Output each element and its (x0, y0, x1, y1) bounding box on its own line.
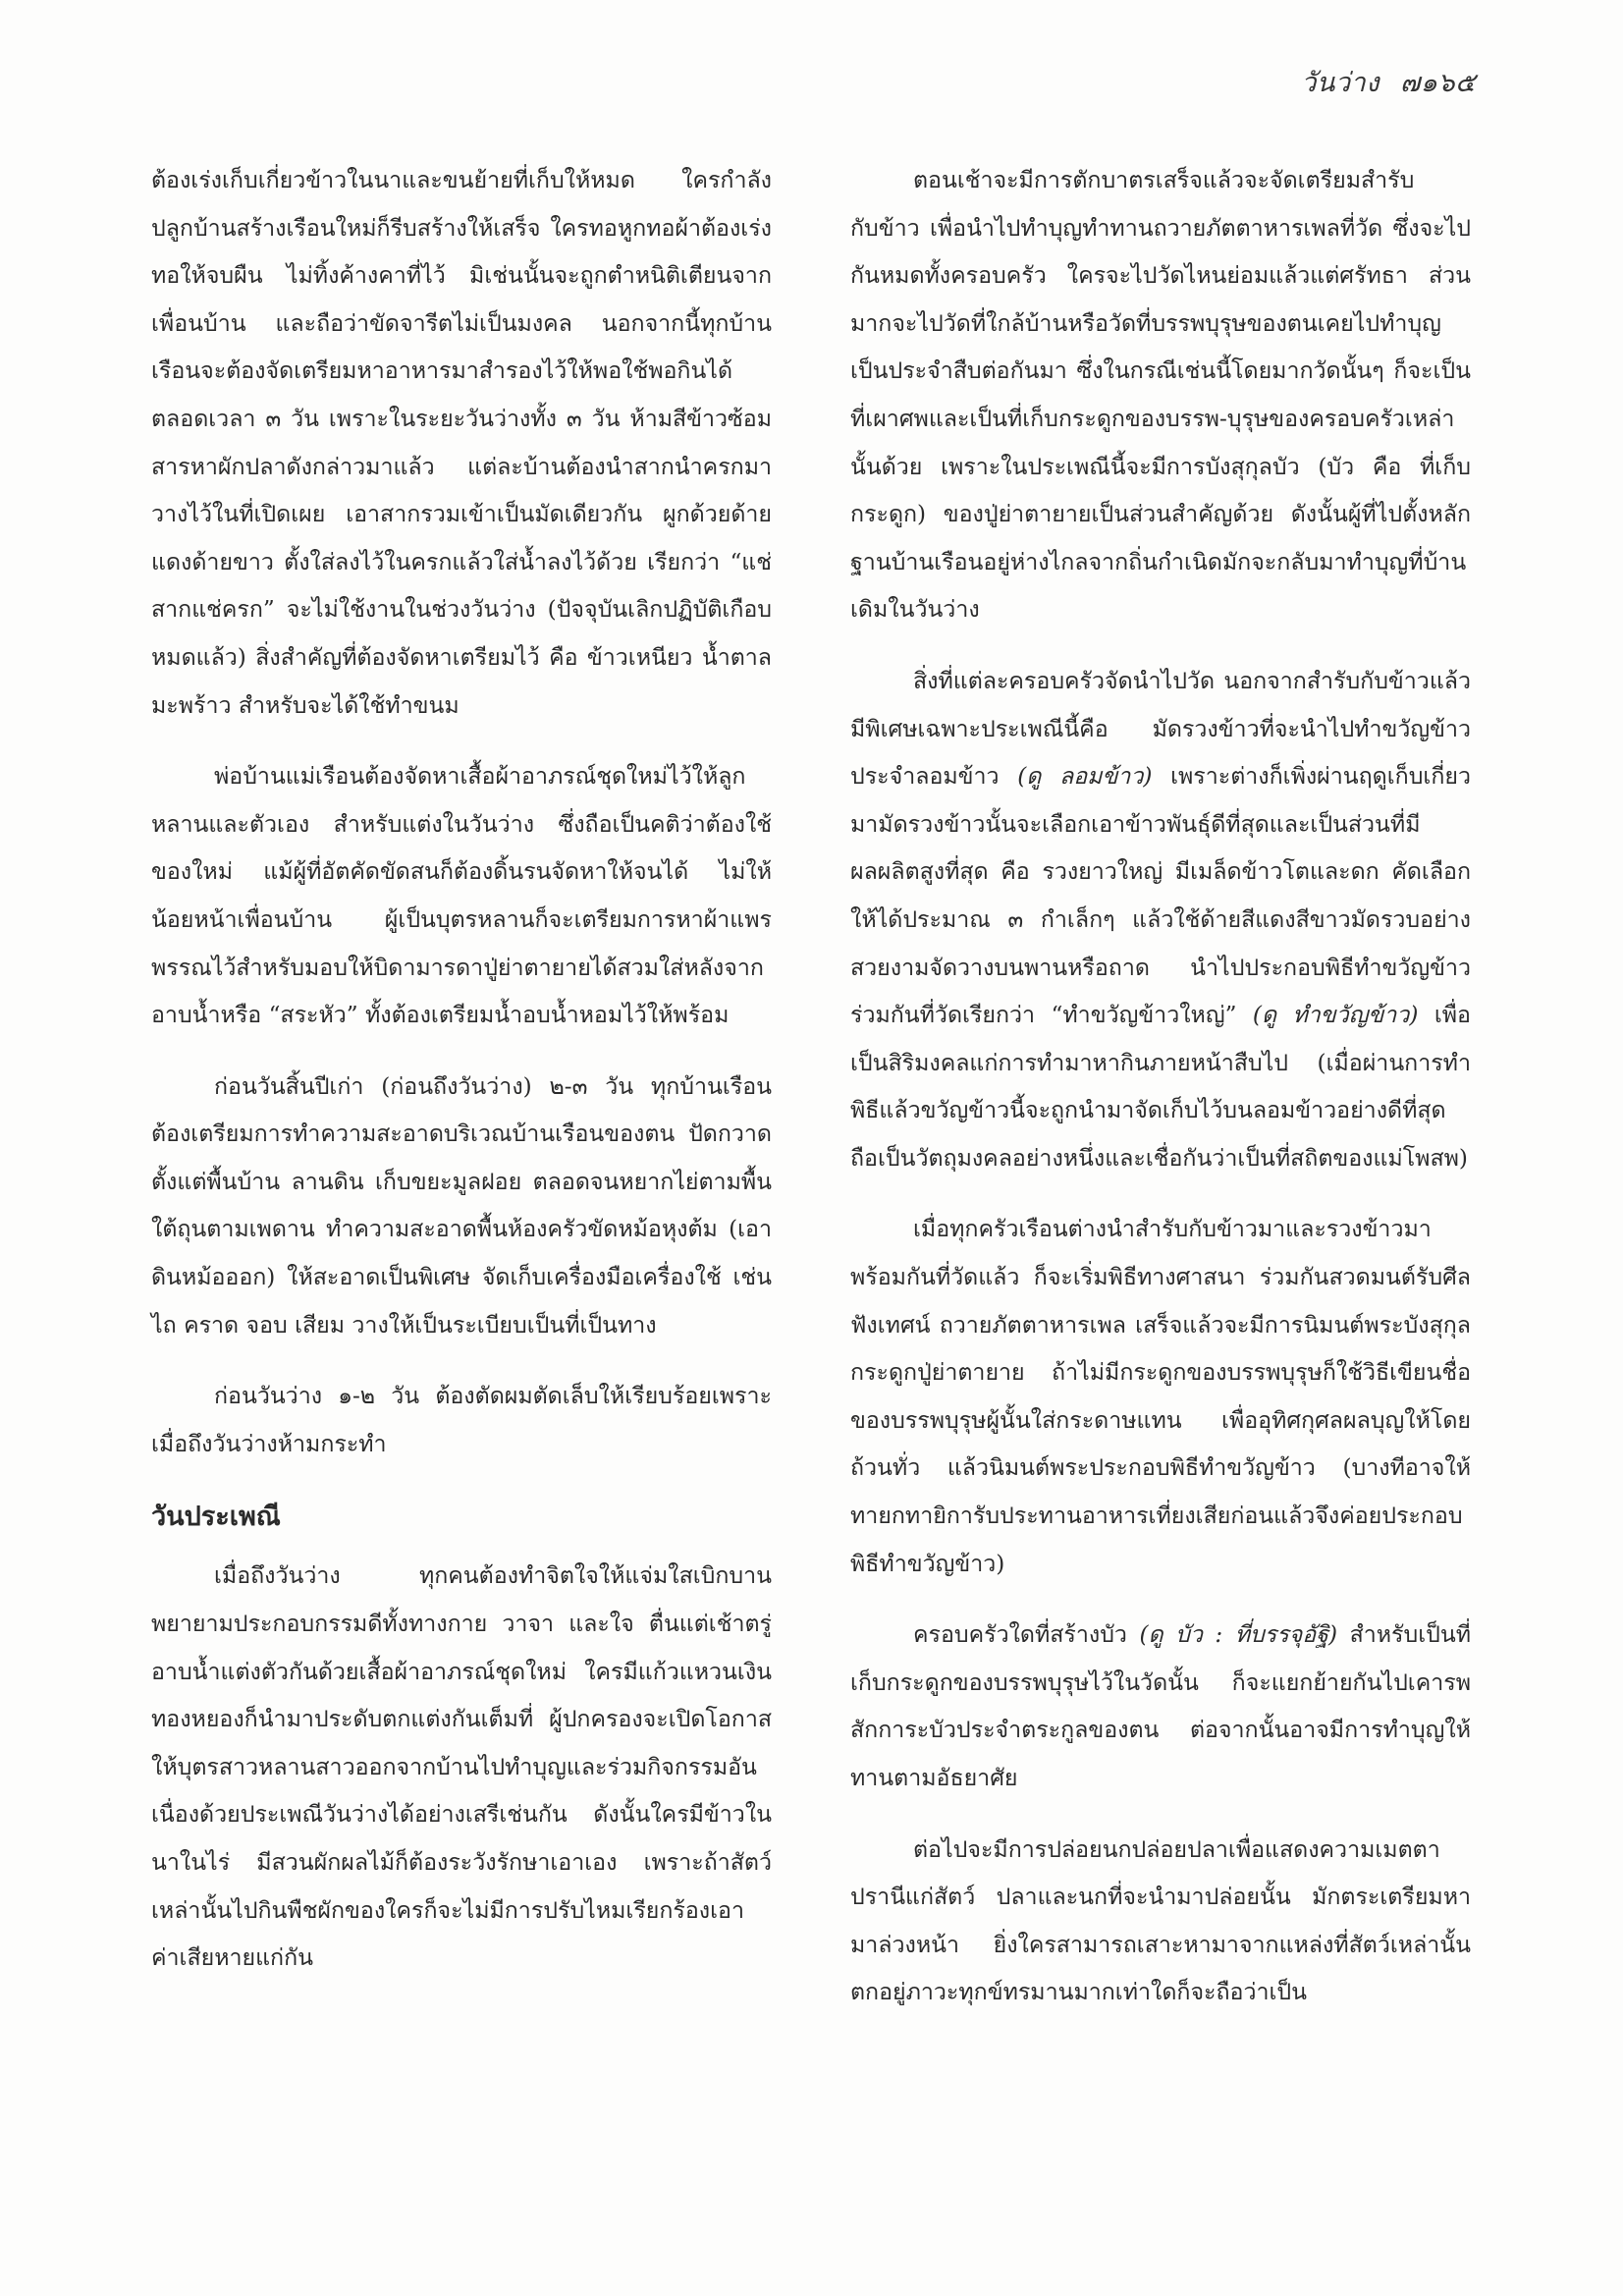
paragraph-ceremony: เมื่อทุกครัวเรือนต่างนำสำรับกับข้าวมาและรวงข้าวมาพร้อมกันที่วัดแล้ว ก็จะเริ่มพิธีทางศาสนา ร่วมกันสวดมนต์รับศีลฟังเทศน์ ถวายภัตตาหารเพล เสร็จแล้วจะมีการนิมนต์พระบังสุกุลกระดูกปู่ย่าตายาย ถ้าไม่มีกระดูกของบรรพบุรุษก็ใช้วิธีเขียนชื่อของบรรพบุรุษผู้นั้นใส่กระดาษแทน เพื่ออุทิศกุศลผลบุญให้โดยถ้วนทั่ว แล้วนิมนต์พระประกอบพิธีทำขวัญข้าว (บางทีอาจให้ทายกทายิการับประทานอาหารเที่ยงเสียก่อนแล้วจึงค่อยประกอบพิธีทำขวัญข้าว) (850, 1216, 1471, 1577)
text-run: ครอบครัวใดที่สร้างบัว (913, 1621, 1140, 1649)
section-heading: วันประเพณี (151, 1502, 281, 1533)
text-run: เพราะต่างก็เพิ่งผ่านฤดูเก็บเกี่ยว มามัดรวงข้าวนั้นจะเลือกเอาข้าวพันธุ์ดีที่สุดและเป็นส่วนที่มีผลผลิตสูงที่สุด คือ รวงยาวใหญ่ มีเมล็ดข้าวโตและดก คัดเลือกให้ได้ประมาณ ๓ กำเล็กๆ แล้วใช้ด้ายสีแดงสีขาวมัดรวบอย่างสวยงามจัดวางบนพานหรือถาด นำไปประกอบพิธีทำขวัญข้าวร่วมกันที่วัดเรียกว่า “ทำขวัญข้าวใหญ่” (850, 763, 1471, 1029)
cross-reference-link[interactable]: (ดู ลอมข้าว) (1017, 763, 1153, 791)
right-column (850, 157, 1471, 2041)
paragraph-festival-day: เมื่อถึงวันว่าง ทุกคนต้องทำจิตใจให้แจ่มใสเบิกบานพยายามประกอบกรรมดีทั้งทางกาย วาจา และใจ ตื่นแต่เช้าตรู่อาบน้ำแต่งตัวกันด้วยเสื้อผ้าอาภรณ์ชุดใหม่ ใครมีแก้วแหวนเงินทองหยองก็นำมาประดับตกแต่งกันเต็มที่ ผู้ปกครองจะเปิดโอกาสให้บุตรสาวหลานสาวออกจากบ้านไปทำบุญและร่วมกิจกรรมอันเนื่องด้วยประเพณีวันว่างได้อย่างเสรีเช่นกัน ดังนั้นใครมีข้าวในนาในไร่ มีสวนผักผลไม้ก็ต้องระวังรักษาเอาเอง เพราะถ้าสัตว์เหล่านั้นไปกินพืชผักของใครก็จะไม่มีการปรับไหมเรียกร้องเอาค่าเสียหายแก่กัน (151, 1562, 772, 1972)
paragraph-new-clothes: พ่อบ้านแม่เรือนต้องจัดหาเสื้อผ้าอาภรณ์ชุดใหม่ไว้ให้ลูกหลานและตัวเอง สำหรับแต่งในวันว่าง ซึ่งถือเป็นคติว่าต้องใช้ของใหม่ แม้ผู้ที่อัตคัดขัดสนก็ต้องดิ้นรนจัดหาให้จนได้ ไม่ให้น้อยหน้าเพื่อนบ้าน ผู้เป็นบุตรหลานก็จะเตรียมการหาผ้าแพรพรรณไว้สำหรับมอบให้บิดามารดาปู่ย่าตายายได้สวมใส่หลังจากอาบน้ำหรือ “สระหัว” ทั้งต้องเตรียมน้ำอบน้ำหอมไว้ให้พร้อม (151, 763, 772, 1029)
paragraph-release-animals: ต่อไปจะมีการปล่อยนกปล่อยปลาเพื่อแสดงความเมตตาปรานีแก่สัตว์ ปลาและนกที่จะนำมาปล่อยนั้น มักตระเตรียมหามาล่วงหน้า ยิ่งใครสามารถเสาะหามาจากแหล่งที่สัตว์เหล่านั้นตกอยู่ภาวะทุกข์ทรมานมากเท่าใดก็จะถือว่าเป็น (850, 1835, 1471, 2006)
left-column (151, 157, 772, 2006)
running-header (1301, 61, 1476, 103)
cross-reference-link[interactable]: (ดู ทำขวัญข้าว) (1252, 1002, 1419, 1029)
paragraph-morning-alms: ตอนเช้าจะมีการตักบาตรเสร็จแล้วจะจัดเตรียมสำรับกับข้าว เพื่อนำไปทำบุญทำทานถวายภัตตาหารเพลที่วัด ซึ่งจะไปกันหมดทั้งครอบครัว ใครจะไปวัดไหนย่อมแล้วแต่ศรัทธา ส่วนมากจะไปวัดที่ใกล้บ้านหรือวัดที่บรรพบุรุษของตนเคยไปทำบุญเป็นประจำสืบต่อกันมา ซึ่งในกรณีเช่นนี้โดยมากวัดนั้นๆ ก็จะเป็นที่เผาศพและเป็นที่เก็บกระดูกของบรรพ-บุรุษของครอบครัวเหล่านั้นด้วย เพราะในประเพณีนี้จะมีการบังสุกุลบัว (บัว คือ ที่เก็บกระดูก) ของปู่ย่าตายายเป็นส่วนสำคัญด้วย ดังนั้นผู้ที่ไปตั้งหลักฐานบ้านเรือนอยู่ห่างไกลจากถิ่นกำเนิดมักจะกลับมาทำบุญที่บ้านเดิมในวันว่าง (850, 167, 1471, 624)
paragraph-haircut: ก่อนวันว่าง ๑-๒ วัน ต้องตัดผมตัดเล็บให้เรียบร้อยเพราะเมื่อถึงวันว่างห้ามกระทำ (151, 1383, 772, 1457)
text-run: สำหรับเป็นที่เก็บกระดูกของบรรพบุรุษไว้ในวัดนั้น ก็จะแยกย้ายกันไปเคารพสักการะบัวประจำตระกูลของตน ต่อจากนั้นอาจมีการทำบุญให้ทานตามอัธยาศัย (850, 1621, 1471, 1791)
paragraph-family-stupa (850, 1612, 1471, 1802)
paragraph-rice-offering (850, 658, 1471, 1183)
cross-reference-link[interactable]: (ดู บัว : ที่บรรจุอัฐิ) (1139, 1621, 1338, 1649)
text-run: เพื่อเป็นสิริมงคลแก่การทำมาหากินภายหน้าสืบไป (เมื่อผ่านการทำพิธีแล้วขวัญข้าวนี้จะถูกนำมาจัดเก็บไว้บนลอมข้าวอย่างดีที่สุด ถือเป็นวัตถุมงคลอย่างหนึ่งและเชื่อกันว่าเป็นที่สถิตของแม่โพสพ) (850, 1002, 1471, 1172)
paragraph-continued: ต้องเร่งเก็บเกี่ยวข้าวในนาและขนย้ายที่เก็บให้หมด ใครกำลังปลูกบ้านสร้างเรือนใหม่ก็รีบสร้างให้เสร็จ ใครทอหูกทอผ้าต้องเร่งทอให้จบผืน ไม่ทิ้งค้างคาที่ไว้ มิเช่นนั้นจะถูกตำหนิติเตียนจากเพื่อนบ้าน และถือว่าขัดจารีตไม่เป็นมงคล นอกจากนี้ทุกบ้านเรือนจะต้องจัดเตรียมหาอาหารมาสำรองไว้ให้พอใช้พอกินได้ตลอดเวลา ๓ วัน เพราะในระยะวันว่างทั้ง ๓ วัน ห้ามสีข้าวซ้อมสารหาผักปลาดังกล่าวมาแล้ว แต่ละบ้านต้องนำสากนำครกมาวางไว้ในที่เปิดเผย เอาสากรวมเข้าเป็นมัดเดียวกัน ผูกด้วยด้ายแดงด้ายขาว ตั้งใส่ลงไว้ในครกแล้วใส่น้ำลงไว้ด้วย เรียกว่า “แช่สากแช่ครก” จะไม่ใช้งานในช่วงวันว่าง (ปัจจุบันเลิกปฏิบัติเกือบหมดแล้ว) สิ่งสำคัญที่ต้องจัดหาเตรียมไว้ คือ ข้าวเหนียว น้ำตาล มะพร้าว สำหรับจะได้ใช้ทำขนม (151, 167, 772, 719)
paragraph-cleaning: ก่อนวันสิ้นปีเก่า (ก่อนถึงวันว่าง) ๒-๓ วัน ทุกบ้านเรือนต้องเตรียมการทำความสะอาดบริเวณบ้านเรือนของตน ปัดกวาด ตั้งแต่พื้นบ้าน ลานดิน เก็บขยะมูลฝอย ตลอดจนหยากไย่ตามพื้นใต้ถุนตามเพดาน ทำความสะอาดพื้นห้องครัวขัดหม้อหุงต้ม (เอาดินหม้อออก) ให้สะอาดเป็นพิเศษ จัดเก็บเครื่องมือเครื่องใช้ เช่น ไถ คราด จอบ เสียม วางให้เป็นระเบียบเป็นที่เป็นทาง (151, 1072, 772, 1339)
page-number: ๗๑๖๕ (1399, 68, 1476, 98)
text-run: สิ่งที่แต่ละครอบครัวจัดนำไปวัด นอกจากสำรับกับข้าวแล้วมีพิเศษเฉพาะประเพณีนี้คือ มัดรวงข้าวที่จะนำไปทำขวัญข้าวประจำลอมข้าว (850, 667, 1471, 791)
section-title: วันว่าง (1301, 68, 1380, 98)
